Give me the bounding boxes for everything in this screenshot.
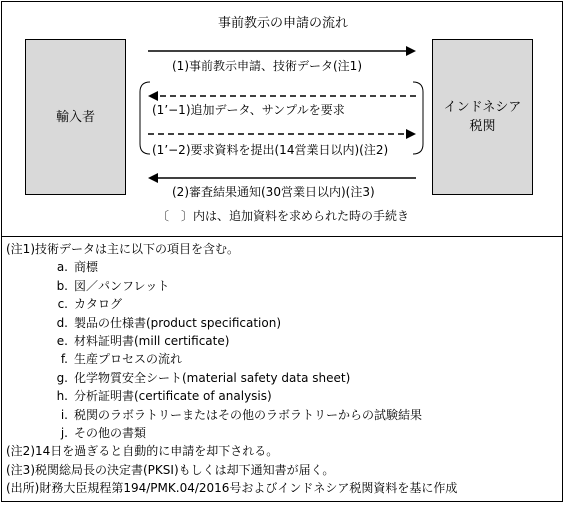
note3: (注3)税関総局長の決定書(PKSI)もしくは却下通知書が届く。 bbox=[6, 462, 335, 477]
source-note: (出所)財務大臣規程第194/PMK.04/2016号およびインドネシア税関資料を基に作成 bbox=[6, 481, 458, 496]
customs-label-line1: インドネシア bbox=[443, 100, 522, 115]
list-item: h. 分析証明書(certificate of analysis) bbox=[56, 389, 272, 404]
bracket-note: 〔 〕内は、追加資料を求められた時の手続き bbox=[156, 209, 409, 223]
arrow-result-notice-head bbox=[148, 173, 158, 183]
section-divider bbox=[1, 236, 563, 237]
list-item: g. 化学物質安全シート(material safety data sheet) bbox=[56, 370, 351, 385]
flow-label-request-additional: (1’−1)追加データ、サンプルを要求 bbox=[152, 103, 345, 117]
flow-label-submit-documents: (1’−2)要求資料を提出(14営業日以内)(注2) bbox=[152, 143, 389, 157]
note2: (注2)14日を過ぎると自動的に申請を却下される。 bbox=[6, 444, 279, 459]
arrow-submit-documents-head bbox=[406, 129, 416, 139]
note1-intro: (注1)技術データは主に以下の項目を含む。 bbox=[6, 242, 239, 256]
flow-label-application: (1)事前教示申請、技術データ(注1) bbox=[172, 59, 362, 73]
importer-label: 輸入者 bbox=[55, 109, 95, 125]
list-item: e. 材料証明書(mill certificate) bbox=[56, 334, 230, 349]
arrow-application-head bbox=[406, 46, 416, 56]
note1-items bbox=[6, 258, 457, 442]
notes-section bbox=[6, 240, 457, 498]
list-item: c. カタログ bbox=[57, 297, 123, 312]
list-item: b. 図／パンフレット bbox=[56, 278, 170, 293]
list-item: f. 生産プロセスの流れ bbox=[60, 352, 183, 367]
flow-label-result-notice: (2)審査結果通知(30営業日以内)(注3) bbox=[172, 185, 375, 199]
flow-diagram bbox=[0, 0, 566, 236]
additional-docs-bracket bbox=[140, 82, 150, 154]
additional-docs-bracket-right bbox=[413, 82, 423, 154]
list-item: d. 製品の仕様書(product specification) bbox=[56, 315, 282, 330]
arrow-request-additional-head bbox=[148, 91, 158, 101]
diagram-title: 事前教示の申請の流れ bbox=[217, 16, 348, 31]
list-item: j. その他の書類 bbox=[60, 426, 147, 441]
customs-label-line2: 税関 bbox=[469, 119, 496, 134]
list-item: a. 商標 bbox=[56, 260, 99, 275]
list-item: i. 税関のラボラトリーまたはその他のラボラトリーからの試験結果 bbox=[60, 407, 423, 422]
